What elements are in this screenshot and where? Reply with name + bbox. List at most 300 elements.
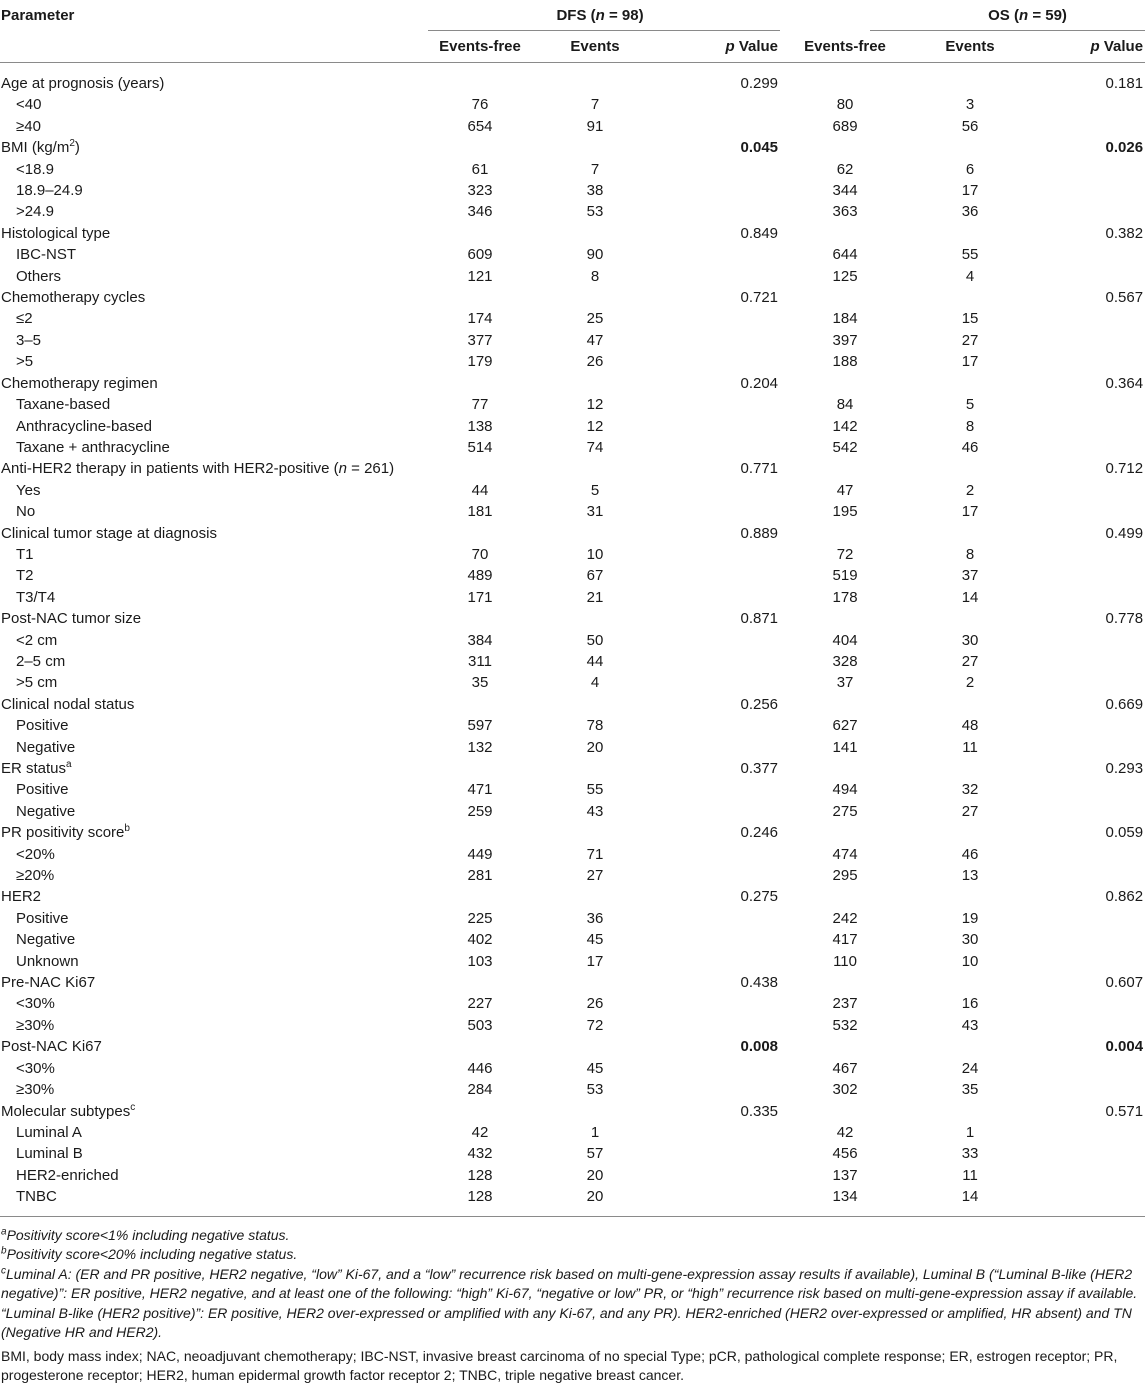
empty-cell	[650, 865, 780, 886]
empty-cell	[780, 458, 910, 479]
dfs-events-value: 57	[586, 1145, 604, 1163]
empty-cell	[650, 951, 780, 972]
os-events-free-value: 134	[832, 1188, 858, 1206]
row-label: Luminal B	[16, 1145, 83, 1163]
table-row	[0, 1058, 1145, 1079]
table-row	[0, 993, 1145, 1014]
section-label: Clinical nodal status	[1, 695, 135, 713]
table-row	[0, 330, 1145, 351]
os-p-value: 0.607	[1105, 974, 1144, 992]
os-events-free-value: 404	[832, 631, 858, 649]
os-events-free-value: 125	[832, 267, 858, 285]
empty-cell	[650, 94, 780, 115]
os-events-value: 17	[961, 503, 979, 521]
dfs-p-value: 0.849	[740, 224, 779, 242]
empty-cell	[910, 608, 1030, 629]
empty-cell	[650, 437, 780, 458]
os-events-value: 56	[961, 117, 979, 135]
dfs-events-free-value: 449	[467, 845, 493, 863]
os-events-value: 4	[965, 267, 975, 285]
table-row	[0, 159, 1145, 180]
dfs-p-value: 0.256	[740, 695, 779, 713]
dfs-events-free-value: 514	[467, 438, 493, 456]
os-events-value: 27	[961, 652, 979, 670]
empty-cell	[650, 266, 780, 287]
row-label: <18.9	[16, 160, 54, 178]
row-label: ≥40	[16, 117, 41, 135]
os-events-free-value: 237	[832, 995, 858, 1013]
os-p-value-header: p Value	[1090, 37, 1144, 55]
empty-cell	[780, 523, 910, 544]
os-events-value: 48	[961, 717, 979, 735]
dfs-events-value: 43	[586, 802, 604, 820]
os-events-free-header: Events-free	[804, 37, 886, 55]
empty-cell	[650, 159, 780, 180]
dfs-events-free-value: 471	[467, 781, 493, 799]
os-events-value: 30	[961, 631, 979, 649]
empty-cell	[910, 972, 1030, 993]
row-label: HER2-enriched	[16, 1166, 119, 1184]
dfs-events-free-value: 35	[471, 674, 489, 692]
empty-cell	[1030, 180, 1145, 201]
empty-cell	[540, 63, 650, 95]
os-p-value: 0.293	[1105, 760, 1144, 777]
table-row	[0, 737, 1145, 758]
dfs-events-value: 21	[586, 588, 604, 606]
empty-cell	[1030, 480, 1145, 501]
empty-cell	[420, 886, 540, 907]
dfs-events-value: 91	[586, 117, 604, 135]
empty-cell	[650, 844, 780, 865]
empty-cell	[780, 223, 910, 244]
os-p-value: 0.669	[1105, 695, 1144, 713]
dfs-events-free-value: 138	[467, 417, 493, 435]
empty-cell	[780, 972, 910, 993]
dfs-events-value: 7	[590, 160, 600, 178]
os-events-value: 2	[965, 481, 975, 499]
table-row	[0, 480, 1145, 501]
dfs-events-free-value: 70	[471, 545, 489, 563]
empty-cell	[910, 886, 1030, 907]
table-row	[0, 244, 1145, 265]
row-label: Taxane-based	[16, 396, 111, 414]
os-events-value: 14	[961, 588, 979, 606]
os-events-value: 33	[961, 1145, 979, 1163]
os-p-value: 0.567	[1105, 289, 1144, 307]
empty-cell	[650, 244, 780, 265]
row-label: Unknown	[16, 952, 79, 970]
empty-cell	[650, 737, 780, 758]
row-label: Taxane + anthracycline	[16, 438, 170, 456]
os-events-free-value: 110	[833, 952, 857, 970]
empty-cell	[650, 180, 780, 201]
row-label: >5	[16, 353, 34, 371]
dfs-p-value: 0.008	[740, 1038, 779, 1056]
os-events-free-value: 137	[832, 1166, 858, 1184]
dfs-events-value: 50	[586, 631, 604, 649]
empty-cell	[650, 1186, 780, 1207]
os-events-free-value: 47	[836, 481, 854, 499]
dfs-p-value: 0.871	[740, 610, 779, 628]
empty-cell	[650, 587, 780, 608]
empty-cell	[540, 1036, 650, 1057]
os-events-value: 27	[961, 331, 979, 349]
dfs-events-free-value: 179	[467, 353, 493, 371]
empty-cell	[650, 501, 780, 522]
table-row	[0, 630, 1145, 651]
empty-cell	[780, 758, 910, 779]
empty-cell	[650, 715, 780, 736]
table-row	[0, 1165, 1145, 1186]
empty-cell	[780, 137, 910, 158]
dfs-events-value: 53	[586, 203, 604, 221]
os-events-free-value: 344	[832, 182, 858, 200]
empty-cell	[1030, 308, 1145, 329]
empty-cell	[1030, 951, 1145, 972]
empty-cell	[650, 801, 780, 822]
dfs-events-value: 31	[586, 503, 604, 521]
empty-cell	[780, 287, 910, 308]
os-events-free-value: 519	[832, 567, 858, 585]
empty-cell	[910, 822, 1030, 843]
table-row	[0, 844, 1145, 865]
empty-cell	[420, 972, 540, 993]
os-events-value: 13	[961, 867, 979, 885]
row-label: >24.9	[16, 203, 54, 221]
empty-cell	[1030, 159, 1145, 180]
empty-cell	[910, 63, 1030, 95]
empty-cell	[1030, 865, 1145, 886]
footnote-a: $^a$Positivity score<1% including negative status.	[1, 1225, 290, 1243]
table-row	[0, 587, 1145, 608]
empty-cell	[420, 63, 540, 95]
dfs-events-value: 38	[586, 182, 604, 200]
os-events-value: 17	[961, 353, 979, 371]
dfs-events-free-value: 432	[467, 1145, 493, 1163]
row-label: <20%	[16, 845, 55, 863]
section-label: Post-NAC Ki67	[1, 1038, 102, 1056]
dfs-events-free-value: 121	[467, 267, 493, 285]
os-events-value: 24	[961, 1059, 979, 1077]
os-events-value: 6	[965, 160, 975, 178]
dfs-p-value: 0.335	[740, 1102, 779, 1120]
section-row	[0, 137, 1145, 158]
empty-cell	[540, 458, 650, 479]
dfs-events-value: 74	[586, 438, 604, 456]
os-events-value: 37	[961, 567, 979, 585]
empty-cell	[910, 758, 1030, 779]
empty-cell	[1030, 437, 1145, 458]
os-events-value: 43	[961, 1016, 979, 1034]
os-events-free-value: 644	[832, 246, 858, 264]
dfs-events-value: 20	[586, 1166, 604, 1184]
empty-cell	[540, 1101, 650, 1122]
footnotes	[0, 1217, 1145, 1386]
empty-cell	[540, 822, 650, 843]
os-events-value: 19	[961, 909, 979, 927]
dfs-events-value: 1	[590, 1123, 600, 1141]
dfs-events-value: 72	[586, 1016, 604, 1034]
dfs-events-free-value: 181	[467, 503, 493, 521]
empty-cell	[420, 137, 540, 158]
empty-cell	[650, 779, 780, 800]
os-events-free-value: 542	[832, 438, 858, 456]
empty-cell	[910, 223, 1030, 244]
dfs-events-free-value: 377	[467, 331, 493, 349]
empty-cell	[1030, 993, 1145, 1014]
section-label: Age at prognosis (years)	[1, 75, 165, 92]
row-label: IBC-NST	[16, 246, 76, 264]
dfs-p-value: 0.275	[740, 888, 779, 906]
dfs-events-free-value: 259	[467, 802, 493, 820]
dfs-events-free-value: 174	[467, 310, 493, 328]
empty-cell	[1030, 1143, 1145, 1164]
table-row	[0, 351, 1145, 372]
os-events-free-value: 84	[836, 396, 854, 414]
os-events-free-value: 37	[836, 674, 854, 692]
row-label: ≥30%	[16, 1016, 55, 1034]
header-row-groups	[0, 0, 1145, 31]
dfs-events-free-value: 323	[467, 182, 493, 200]
empty-cell	[1030, 651, 1145, 672]
empty-cell	[1030, 1186, 1145, 1207]
os-p-value: 0.181	[1105, 75, 1144, 92]
table-row	[0, 266, 1145, 287]
os-events-free-value: 142	[832, 417, 858, 435]
row-label: <30%	[16, 995, 55, 1013]
os-events-value: 46	[961, 438, 979, 456]
section-label: Anti-HER2 therapy in patients with HER2-positive (n = 261)	[1, 460, 395, 478]
dfs-events-free-value: 284	[467, 1081, 493, 1099]
section-label: Molecular subtypes$^c$	[1, 1101, 136, 1120]
dfs-p-value: 0.771	[740, 460, 779, 478]
section-row	[0, 523, 1145, 544]
os-group-header: OS (n = 59)	[910, 0, 1145, 31]
dfs-events-free-header: Events-free	[439, 37, 521, 55]
dfs-events-free-value: 346	[467, 203, 493, 221]
dfs-events-free-value: 103	[467, 952, 493, 970]
row-label: <40	[16, 96, 42, 114]
os-events-value: 11	[962, 1166, 978, 1184]
table-row	[0, 651, 1145, 672]
dfs-events-free-value: 654	[467, 117, 493, 135]
dfs-events-value: 25	[586, 310, 604, 328]
dfs-events-value: 45	[586, 931, 604, 949]
empty-cell	[780, 608, 910, 629]
section-label: PR positivity score$^b$	[1, 823, 130, 842]
dfs-events-header: Events	[570, 37, 620, 55]
os-events-free-value: 275	[832, 802, 858, 820]
empty-cell	[1030, 801, 1145, 822]
os-p-value: 0.026	[1105, 139, 1144, 157]
empty-cell	[650, 1015, 780, 1036]
dfs-p-value: 0.299	[740, 75, 779, 92]
empty-cell	[650, 544, 780, 565]
dfs-p-value: 0.246	[740, 824, 779, 842]
table-row	[0, 951, 1145, 972]
dfs-events-value: 5	[590, 481, 600, 499]
empty-cell	[650, 394, 780, 415]
empty-cell	[420, 1101, 540, 1122]
os-events-value: 32	[961, 781, 979, 799]
dfs-group-header: DFS (n = 98)	[420, 0, 780, 31]
os-p-value: 0.571	[1105, 1102, 1144, 1120]
os-p-value: 0.382	[1105, 224, 1144, 242]
os-p-value: 0.499	[1105, 524, 1144, 542]
empty-cell	[780, 63, 910, 95]
dfs-events-value: 12	[586, 396, 604, 414]
row-label: Positive	[16, 909, 69, 927]
dfs-p-value: 0.438	[740, 974, 779, 992]
footnote-b: $^b$Positivity score<20% including negative status.	[1, 1245, 298, 1263]
os-p-value: 0.004	[1105, 1038, 1144, 1056]
empty-cell	[420, 523, 540, 544]
os-events-free-value: 532	[832, 1016, 858, 1034]
row-label: TNBC	[16, 1188, 57, 1206]
dfs-events-value: 47	[586, 331, 604, 349]
table-row	[0, 394, 1145, 415]
section-row	[0, 223, 1145, 244]
row-label: Negative	[16, 802, 76, 820]
empty-cell	[540, 608, 650, 629]
empty-cell	[650, 1058, 780, 1079]
row-label: Positive	[16, 717, 69, 735]
dfs-events-value: 45	[586, 1059, 604, 1077]
row-label: <2 cm	[16, 631, 58, 649]
section-label: Chemotherapy cycles	[1, 289, 146, 307]
table-row	[0, 779, 1145, 800]
dfs-events-value: 53	[586, 1081, 604, 1099]
os-p-value: 0.778	[1105, 610, 1144, 628]
dfs-events-value: 8	[590, 267, 600, 285]
os-events-free-value: 295	[832, 867, 858, 885]
dfs-events-value: 26	[586, 995, 604, 1013]
dfs-events-value: 36	[586, 909, 604, 927]
os-events-value: 35	[961, 1081, 979, 1099]
empty-cell	[1030, 908, 1145, 929]
empty-cell	[650, 330, 780, 351]
table-row	[0, 116, 1145, 137]
os-events-free-value: 328	[832, 652, 858, 670]
empty-cell	[1030, 201, 1145, 222]
dfs-events-free-value: 42	[471, 1123, 489, 1141]
empty-cell	[910, 373, 1030, 394]
empty-cell	[1030, 1122, 1145, 1143]
dfs-events-free-value: 281	[467, 867, 493, 885]
dfs-events-free-value: 489	[467, 567, 493, 585]
empty-cell	[1030, 266, 1145, 287]
header-row-columns	[0, 31, 1145, 63]
dfs-p-value: 0.377	[740, 760, 779, 777]
empty-cell	[650, 672, 780, 693]
section-label: BMI $(kg/m^2)$	[1, 138, 80, 157]
empty-cell	[420, 223, 540, 244]
table-body	[0, 63, 1145, 1208]
os-events-free-value: 141	[832, 738, 858, 756]
table-row	[0, 1079, 1145, 1100]
empty-cell	[420, 458, 540, 479]
empty-cell	[780, 886, 910, 907]
section-label: ER status$^a$	[1, 759, 72, 777]
row-label: ≥30%	[16, 1081, 55, 1099]
dfs-events-free-value: 225	[467, 909, 493, 927]
row-label: T1	[16, 545, 34, 563]
empty-cell	[650, 116, 780, 137]
os-p-value: 0.364	[1105, 374, 1144, 392]
section-row	[0, 458, 1145, 479]
os-events-value: 16	[961, 995, 979, 1013]
section-label: Chemotherapy regimen	[1, 374, 158, 392]
table-row	[0, 672, 1145, 693]
os-events-free-value: 494	[832, 781, 858, 799]
os-events-free-value: 417	[832, 931, 858, 949]
empty-cell	[1030, 116, 1145, 137]
dfs-p-value: 0.889	[740, 524, 779, 542]
os-events-value: 36	[961, 203, 979, 221]
empty-cell	[540, 523, 650, 544]
table-row	[0, 1122, 1145, 1143]
row-label: Anthracycline-based	[16, 417, 152, 435]
section-row	[0, 287, 1145, 308]
os-events-value: 10	[961, 952, 979, 970]
table-row	[0, 544, 1145, 565]
section-label: HER2	[1, 888, 42, 906]
section-row	[0, 63, 1145, 95]
os-events-value: 11	[962, 738, 978, 756]
dfs-events-free-value: 132	[467, 738, 493, 756]
empty-cell	[540, 758, 650, 779]
table-row	[0, 565, 1145, 586]
table-row	[0, 94, 1145, 115]
dfs-events-value: 4	[590, 674, 600, 692]
footnote-c: $^c$Luminal A: (ER and PR positive, HER2 negative, “low” Ki-67, and a “low” recurrence risk based on multi-gene-expression assay results if available), Luminal B (“Luminal B-like (HER2 negative)”: ER positive, HER2 negative, and at least one of the following: “high” Ki-67, “negative or low” PR, or “high” recurrence risk based on multi-gene-expression assay if available. “Luminal B-like (HER2 positive)”: ER positive, HER2 over-expressed or amplified with any Ki-67, and any PR). HER2-enriched (HER2 over-expressed or amplified, HR absent) and TN (Negative HR and HER2).	[1, 1264, 1138, 1341]
section-label: Post-NAC tumor size	[1, 610, 142, 628]
os-events-value: 14	[961, 1188, 979, 1206]
empty-cell	[1030, 737, 1145, 758]
empty-cell	[1030, 544, 1145, 565]
section-label: Clinical tumor stage at diagnosis	[1, 524, 217, 542]
empty-cell	[420, 373, 540, 394]
empty-cell	[650, 993, 780, 1014]
dfs-events-free-value: 128	[467, 1188, 493, 1206]
dfs-events-free-value: 503	[467, 1016, 493, 1034]
section-row	[0, 822, 1145, 843]
empty-cell	[1030, 565, 1145, 586]
dfs-events-value: 7	[590, 96, 600, 114]
table-row	[0, 437, 1145, 458]
row-label: Negative	[16, 738, 76, 756]
dfs-events-free-value: 61	[471, 160, 489, 178]
empty-cell	[650, 1079, 780, 1100]
empty-cell	[650, 1143, 780, 1164]
row-label: 18.9–24.9	[16, 182, 83, 200]
table-row	[0, 501, 1145, 522]
os-events-value: 2	[965, 674, 975, 692]
dfs-p-value-header: p Value	[725, 37, 779, 55]
empty-cell	[650, 651, 780, 672]
dfs-events-free-value: 446	[467, 1059, 493, 1077]
row-label: Luminal A	[16, 1123, 82, 1141]
row-label: 3–5	[16, 331, 42, 349]
empty-cell	[1030, 844, 1145, 865]
dfs-events-free-value: 44	[471, 481, 489, 499]
empty-cell	[910, 287, 1030, 308]
os-events-value: 3	[965, 96, 975, 114]
dfs-events-free-value: 597	[467, 717, 493, 735]
empty-cell	[540, 694, 650, 715]
os-events-value: 30	[961, 931, 979, 949]
empty-cell	[780, 1101, 910, 1122]
